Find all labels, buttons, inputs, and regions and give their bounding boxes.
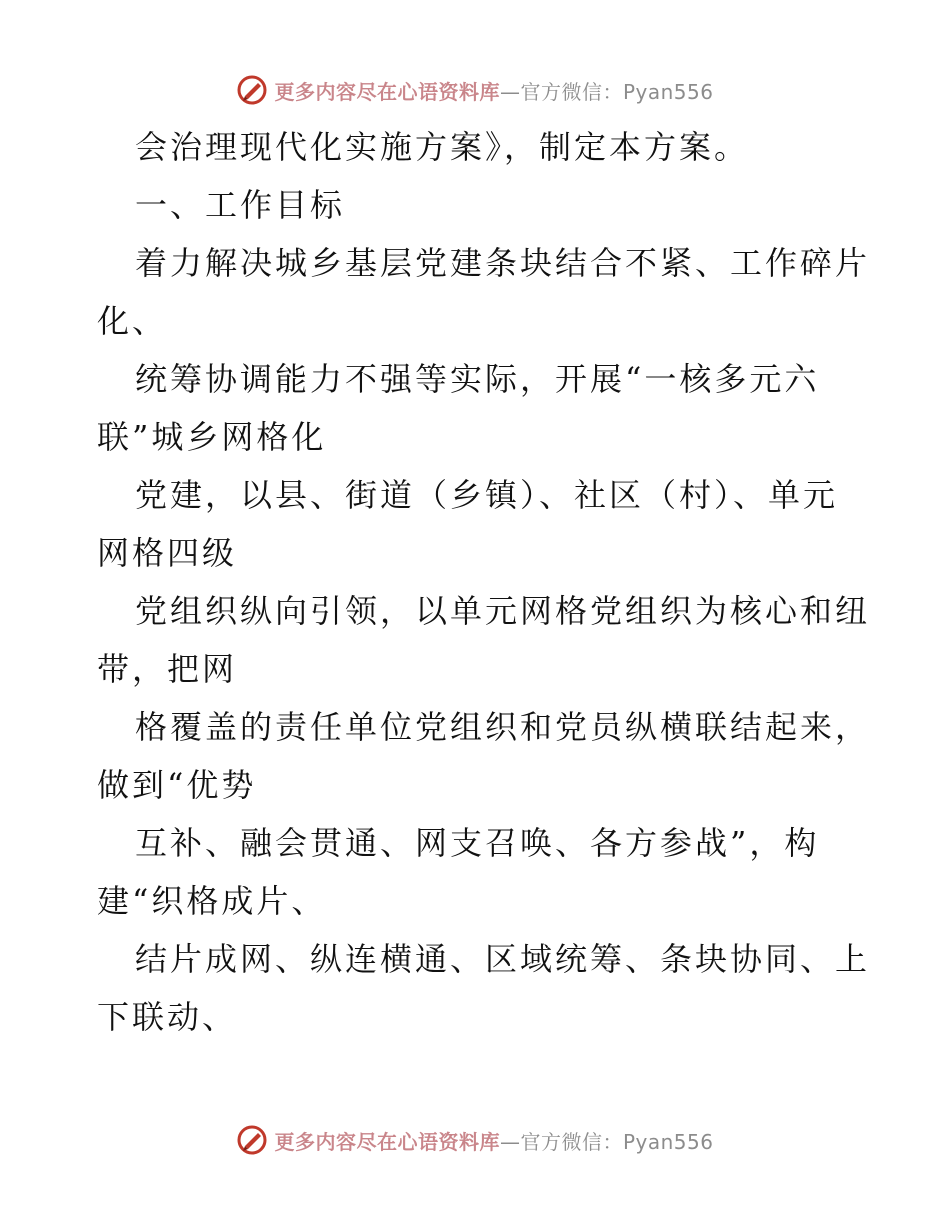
text-line: 结片成网、纵连横通、区域统筹、条块协同、上: [135, 940, 871, 978]
text-line: 下联动、: [97, 998, 238, 1036]
watermark-main-text: 更多内容尽在心语资料库: [274, 1129, 500, 1154]
watermark-sub-text: —官方微信：Pyan556: [499, 1129, 714, 1154]
text-line: 网格四级: [97, 534, 238, 572]
footer-watermark: [0, 1120, 950, 1160]
text-line: 互补、融会贯通、网支召唤、各方参战”，构: [135, 824, 820, 862]
text-line: 党建，以县、街道（乡镇）、社区（村）、单元: [135, 476, 839, 514]
text-line: 带，把网: [97, 650, 238, 688]
pen-logo-icon: [236, 74, 268, 106]
text-line: 会治理现代化实施方案》，制定本方案。: [135, 128, 750, 166]
text-line: 化、: [97, 302, 168, 340]
text-line: 格覆盖的责任单位党组织和党员纵横联结起来，: [135, 708, 871, 746]
watermark-sub-text: —官方微信：Pyan556: [499, 79, 714, 104]
text-line: 统筹协调能力不强等实际，开展“一核多元六: [135, 360, 820, 398]
pen-logo-icon: [236, 1124, 268, 1156]
text-line: 联”城乡网格化: [97, 418, 327, 456]
document-body: [97, 118, 871, 1046]
watermark-main-text: 更多内容尽在心语资料库: [274, 79, 500, 104]
header-watermark: [0, 70, 950, 110]
text-line: 建“织格成片、: [97, 882, 327, 920]
text-line: 着力解决城乡基层党建条块结合不紧、工作碎片: [135, 244, 871, 282]
text-line: 党组织纵向引领，以单元网格党组织为核心和纽: [135, 592, 871, 630]
text-line: 做到“优势: [97, 766, 257, 804]
section-heading: 一、工作目标: [135, 186, 346, 224]
